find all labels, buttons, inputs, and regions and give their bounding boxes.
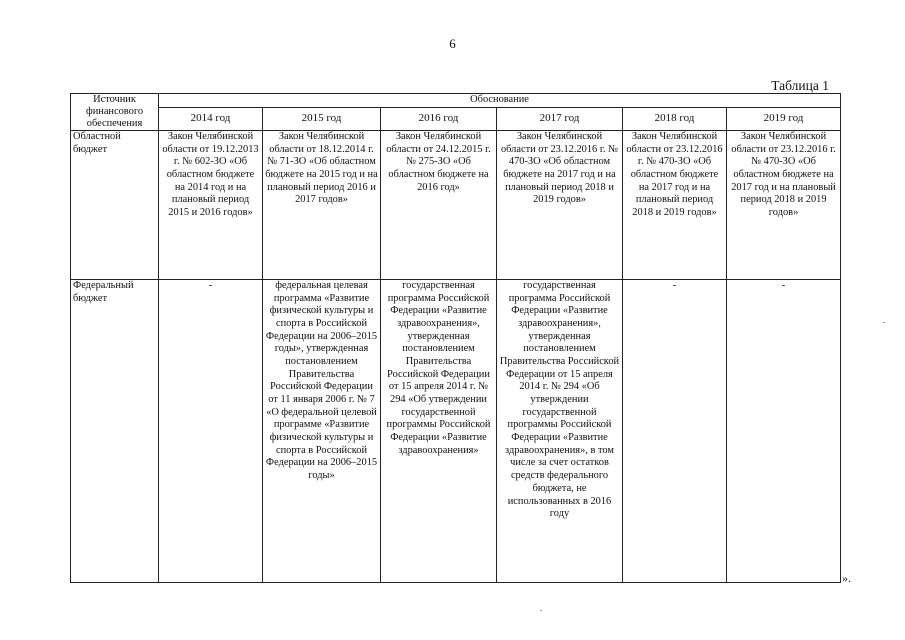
table-cell: федеральная целевая программа «Развитие физической культуры и спорта в Российской Федерации на 2006–2015 годы», утвержденная постановлением Правительства Российской Федерации от 11 января 2006 г. № 7 «О федеральной целевой программе «Развитие физической культуры и спорта в Российской Федерации на 2006–2015 годы» [263,279,381,582]
table-row [71,130,841,279]
table-cell: - [727,279,841,582]
financing-table [70,93,841,583]
table-row [71,279,841,582]
closing-quote-mark: ». [842,571,851,585]
year-header-2017: 2017 год [497,107,623,130]
source-header: Источник финансового обеспечения [71,94,159,131]
scan-speck [540,610,542,611]
year-header-2016: 2016 год [381,107,497,130]
table-cell: - [159,279,263,582]
page-number: 6 [449,36,456,51]
table-cell: Закон Челябинской области от 23.12.2016 г. № 470-ЗО «Об областном бюджете на 2017 год и на плановый период 2018 и 2019 годов» [623,130,727,279]
table-cell: государственная программа Российской Федерации «Развитие здравоохранения», утвержденная постановлением Правительства Российской Федерации от 15 апреля 2014 г. № 294 «Об утверждении государственной программы Российской Федерации «Развитие здравоохранения», в том числе за счет остатков средств федерального бюджета, не использованных в 2016 году [497,279,623,582]
year-header-2018: 2018 год [623,107,727,130]
table-cell: Закон Челябинской области от 23.12.2016 г. № 470-ЗО «Об областном бюджете на 2017 год и на плановый период 2018 и 2019 годов» [727,130,841,279]
year-header-2015: 2015 год [263,107,381,130]
table-cell: Закон Челябинской области от 19.12.2013 г. № 602-ЗО «Об областном бюджете на 2014 год и на плановый период 2015 и 2016 годов» [159,130,263,279]
table-cell: Закон Челябинской области от 18.12.2014 г. № 71-ЗО «Об областном бюджете на 2015 год и на плановый период 2016 и 2017 годов» [263,130,381,279]
row-source-federal: Федеральный бюджет [71,279,159,582]
year-header-2019: 2019 год [727,107,841,130]
year-header-2014: 2014 год [159,107,263,130]
basis-header: Обоснование [159,94,841,108]
table-cell: - [623,279,727,582]
table-cell: Закон Челябинской области от 23.12.2016 г. № 470-ЗО «Об областном бюджете на 2017 год и на плановый период 2018 и 2019 годов» [497,130,623,279]
scan-speck [883,322,885,323]
row-source-regional: Областной бюджет [71,130,159,279]
table-label: Таблица 1 [771,78,829,93]
table-cell: государственная программа Российской Федерации «Развитие здравоохранения», утвержденная постановлением Правительства Российской Федерации от 15 апреля 2014 г. № 294 «Об утверждении государственной программы Российской Федерации «Развитие здравоохранения» [381,279,497,582]
table-cell: Закон Челябинской области от 24.12.2015 г. № 275-ЗО «Об областном бюджете на 2016 год» [381,130,497,279]
